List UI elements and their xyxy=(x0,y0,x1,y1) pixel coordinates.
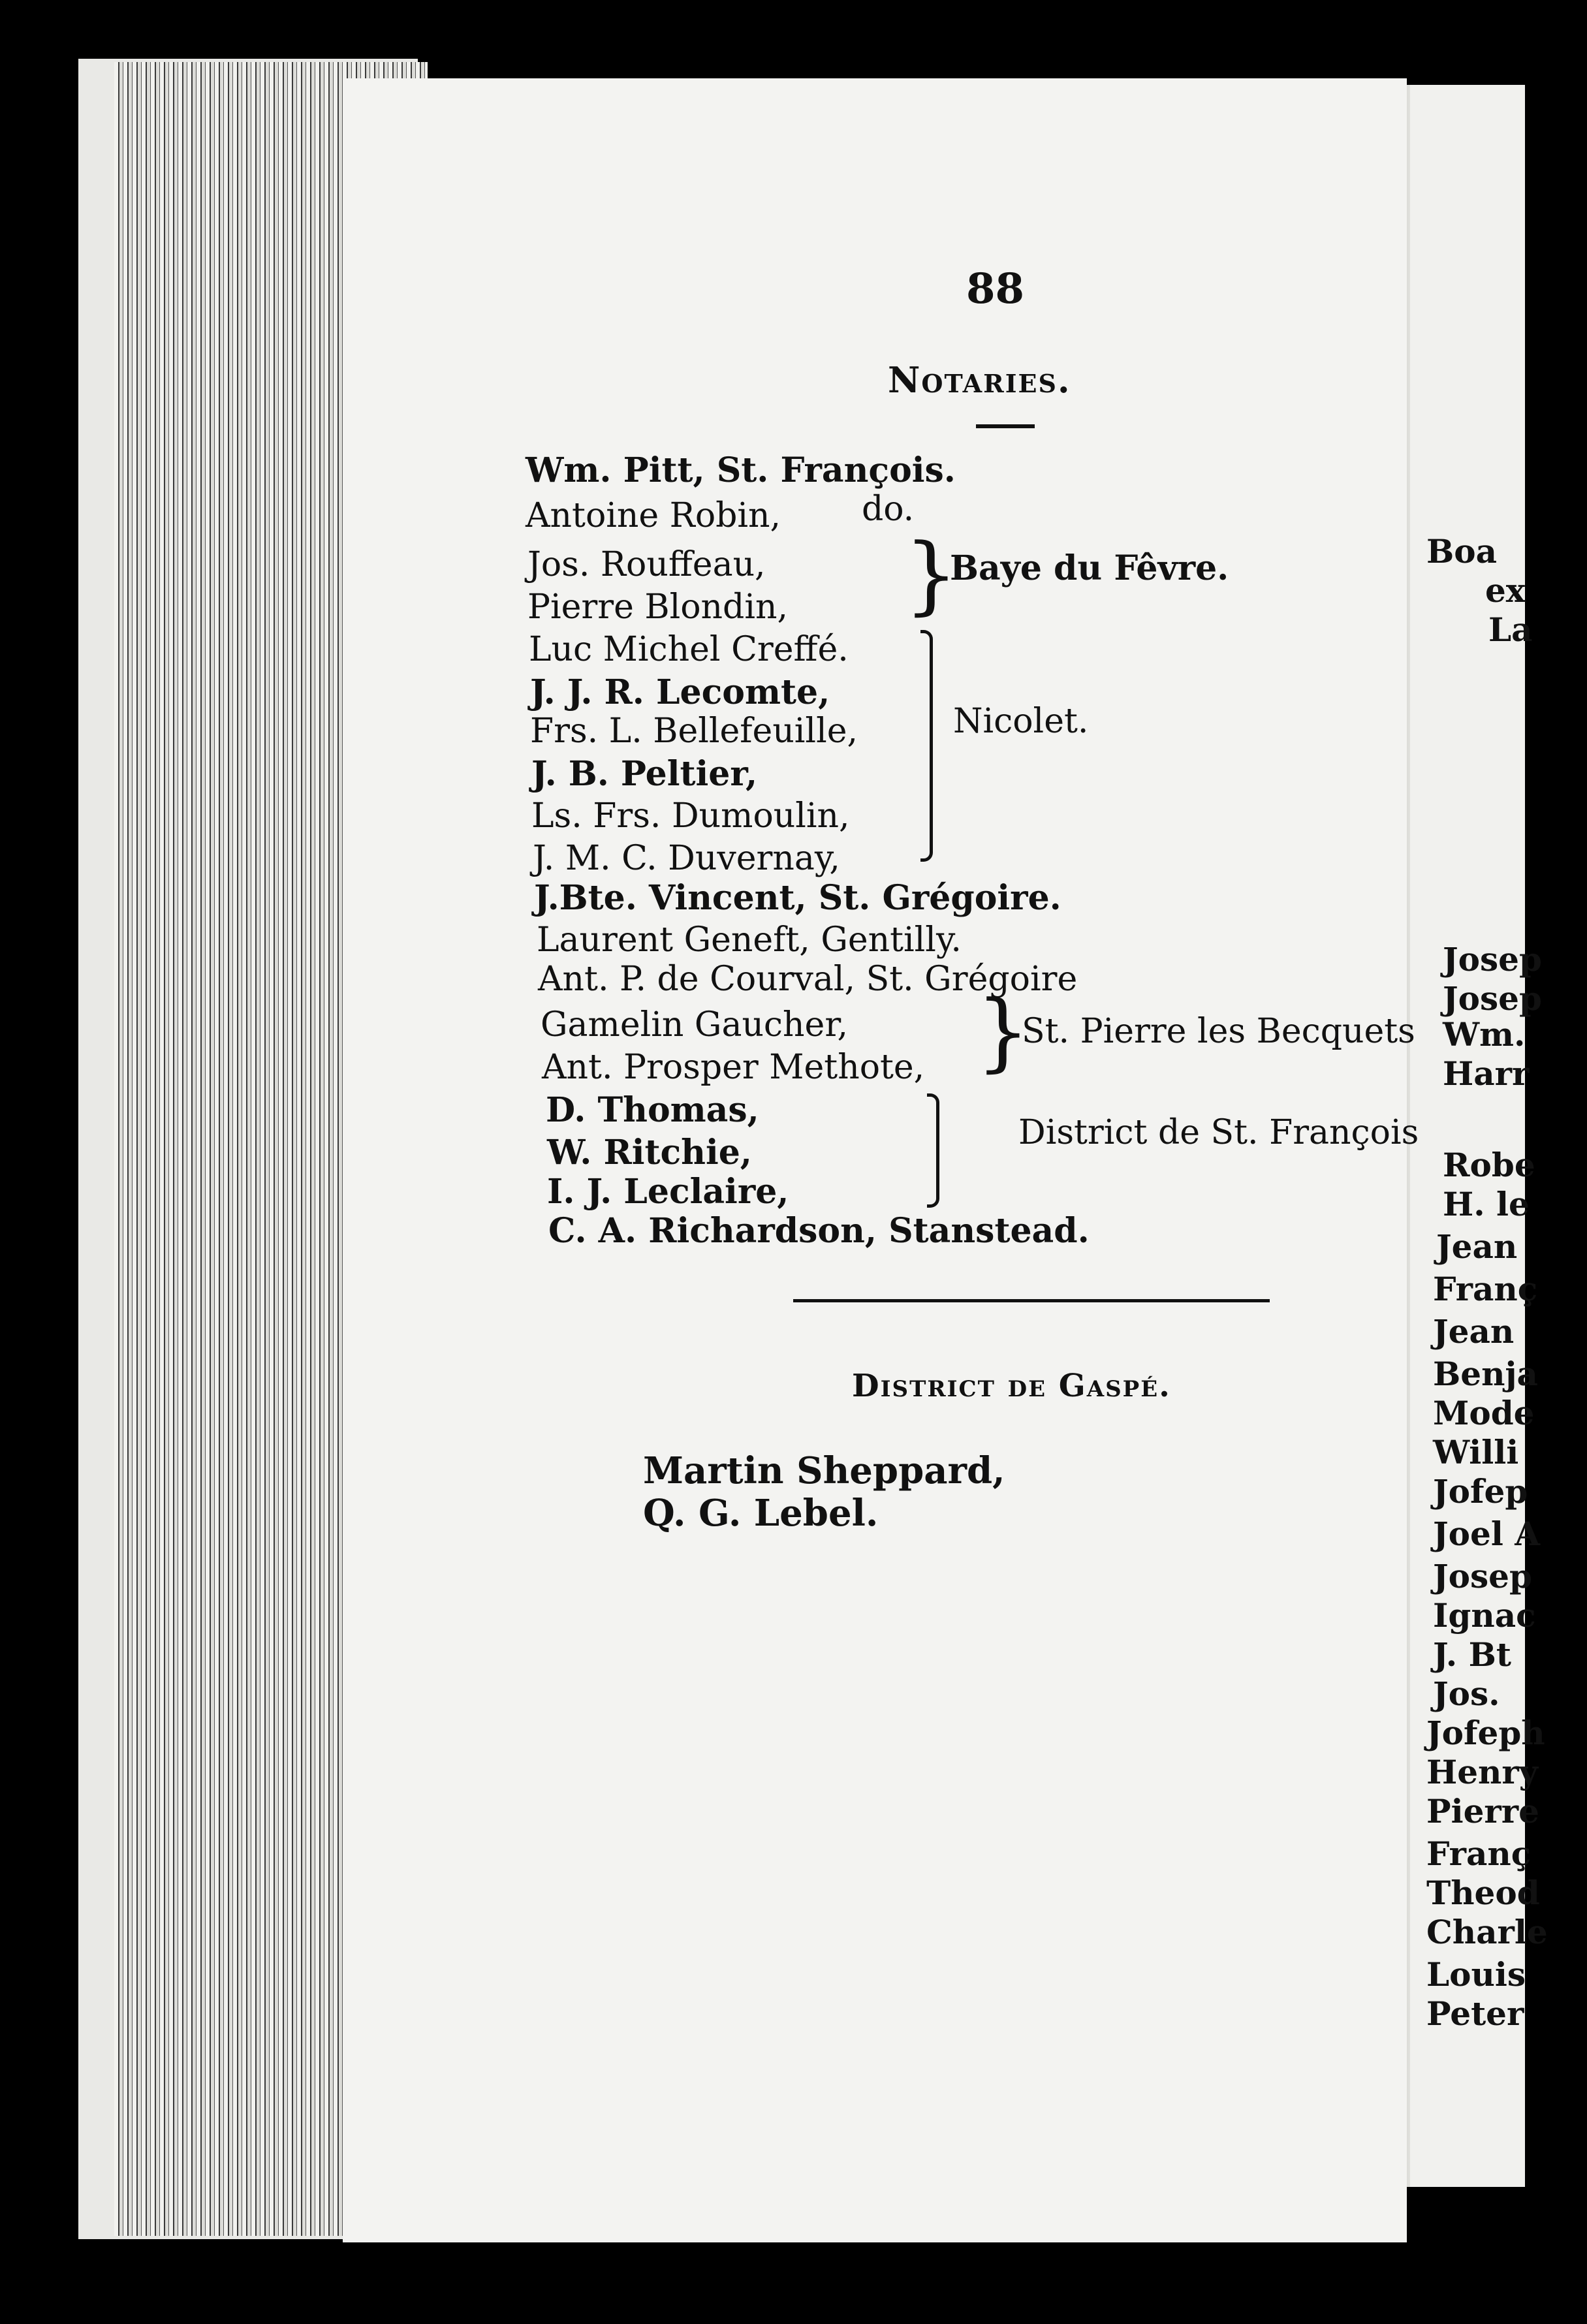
facing-fragment: Willi xyxy=(1433,1433,1519,1471)
brace-nicolet xyxy=(920,630,933,862)
facing-fragment: Henry xyxy=(1426,1753,1538,1791)
entry-blondin: Pierre Blondin, xyxy=(527,588,788,627)
entry-leclaire: I. J. Leclaire, xyxy=(547,1172,789,1212)
section-divider xyxy=(793,1299,1270,1302)
facing-fragment: Jofeph xyxy=(1426,1714,1545,1752)
facing-fragment: Pierre xyxy=(1426,1792,1539,1830)
facing-fragment: Boa xyxy=(1426,532,1498,571)
entry-lebel: Q. G. Lebel. xyxy=(643,1492,879,1535)
entry-gaucher: Gamelin Gaucher, xyxy=(541,1005,848,1044)
facing-fragment: Charle xyxy=(1426,1913,1548,1951)
entry-bellefeuille: Frs. L. Bellefeuille, xyxy=(530,712,858,751)
facing-fragment: Franç xyxy=(1433,1270,1538,1308)
place-nicolet: Nicolet. xyxy=(953,702,1089,741)
facing-fragment: Jos. xyxy=(1433,1674,1500,1713)
entry-dumoulin: Ls. Frs. Dumoulin, xyxy=(531,796,850,836)
entry-thomas: D. Thomas, xyxy=(546,1090,759,1130)
facing-fragment: Theod xyxy=(1426,1874,1540,1912)
facing-fragment: Joel A xyxy=(1433,1515,1541,1553)
facing-fragment: ex xyxy=(1485,571,1526,610)
page-number: 88 xyxy=(966,264,1025,313)
title-rule xyxy=(976,424,1035,428)
entry-lecomte: J. J. R. Lecomte, xyxy=(530,672,830,712)
facing-fragment: Jean xyxy=(1436,1227,1518,1266)
facing-fragment: Jean xyxy=(1433,1312,1515,1351)
brace-st-francois xyxy=(927,1093,939,1208)
facing-fragment: Ignac xyxy=(1433,1596,1536,1635)
entry-richardson: C. A. Richardson, Stanstead. xyxy=(548,1211,1090,1251)
entry-creffe: Luc Michel Creffé. xyxy=(529,630,849,669)
entry-robin: Antoine Robin, xyxy=(526,496,781,535)
entry-courval: Ant. P. de Courval, St. Grégoire xyxy=(538,960,1078,999)
facing-fragment: Josep xyxy=(1433,1557,1532,1595)
facing-fragment: Louis xyxy=(1426,1955,1526,1994)
facing-fragment: Franç xyxy=(1426,1834,1532,1873)
facing-fragment: Josep xyxy=(1443,979,1542,1018)
facing-fragment: Peter xyxy=(1426,1994,1524,2033)
page-88 xyxy=(343,78,1407,2242)
entry-ritchie: W. Ritchie, xyxy=(547,1133,752,1172)
entry-sheppard: Martin Sheppard, xyxy=(643,1449,1005,1492)
entry-pitt: Wm. Pitt, St. François. xyxy=(526,450,956,490)
facing-fragment: Benja xyxy=(1433,1355,1538,1393)
place-district-st-francois: District de St. François xyxy=(1018,1113,1419,1152)
facing-fragment: Harr xyxy=(1443,1054,1530,1093)
entry-robin-place: do. xyxy=(862,490,915,529)
entry-rouffeau: Jos. Rouffeau, xyxy=(527,545,766,584)
facing-fragment: Josep xyxy=(1443,940,1542,979)
entry-geneft: Laurent Geneft, Gentilly. xyxy=(537,920,962,960)
facing-fragment: Jofep xyxy=(1433,1472,1528,1511)
facing-fragment: H. le xyxy=(1443,1185,1530,1223)
entry-vincent: J.Bte. Vincent, St. Grégoire. xyxy=(534,878,1061,918)
place-baye-du-fevre: Baye du Fêvre. xyxy=(950,548,1229,588)
brace-baye: } xyxy=(904,525,958,624)
entry-methote: Ant. Prosper Methote, xyxy=(542,1048,925,1087)
section-title: Notaries. xyxy=(888,359,1071,401)
district-gaspe-title: District de Gaspé. xyxy=(852,1368,1171,1404)
facing-fragment: Mode xyxy=(1433,1394,1535,1432)
facing-fragment: La xyxy=(1488,610,1533,649)
brace-becquets: } xyxy=(976,982,1030,1081)
facing-fragment: Wm. xyxy=(1443,1015,1526,1054)
place-st-pierre-les-becquets: St. Pierre les Becquets xyxy=(1022,1012,1415,1051)
entry-duvernay: J. M. C. Duvernay, xyxy=(533,839,840,878)
facing-fragment: Robe xyxy=(1443,1146,1535,1184)
facing-fragment: J. Bt xyxy=(1433,1635,1511,1674)
entry-peltier: J. B. Peltier, xyxy=(531,754,758,794)
